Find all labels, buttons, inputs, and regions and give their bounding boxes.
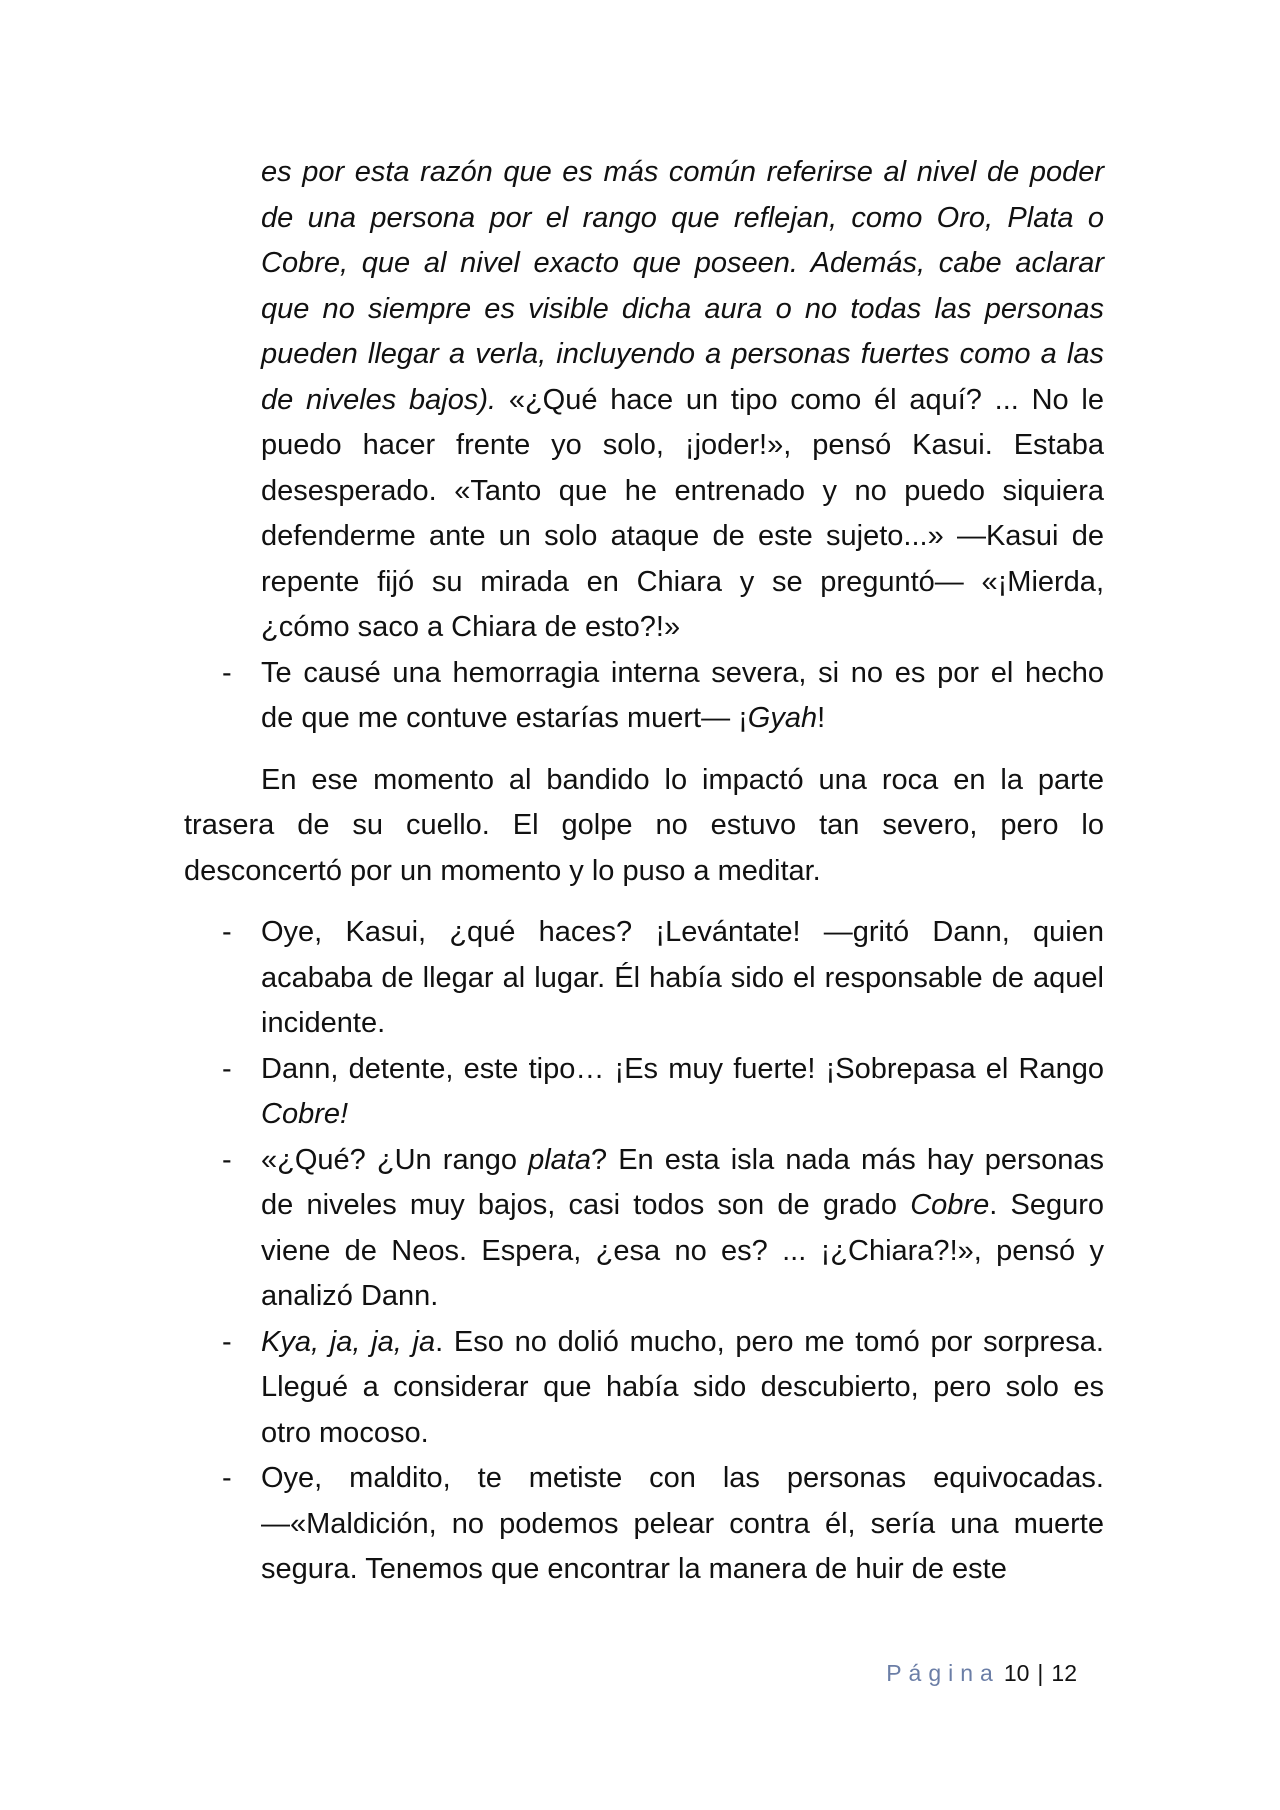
- page-number-current: 10: [1003, 1660, 1030, 1686]
- dialogue-text: Dann, detente, este tipo… ¡Es muy fuerte! ¡Sobrepasa el Rango: [261, 1052, 1104, 1085]
- page-footer: [886, 1660, 1077, 1687]
- dialogue-dash: -: [222, 1325, 232, 1358]
- dialogue-text: . Eso no dolió mucho, pero me tomó por sorpresa. Llegué a considerar que había sido descubierto, pero solo es otro mocoso.: [261, 1325, 1104, 1449]
- dialogue-line: [184, 1138, 1104, 1320]
- dialogue-text: !: [817, 702, 826, 734]
- dialogue-dash: -: [222, 1462, 232, 1494]
- dialogue-text: Oye, Kasui, ¿qué haces? ¡Levántate! —gritó Dann, quien acababa de llegar al lugar. Él había sido el responsable de aquel incidente.: [261, 916, 1104, 1039]
- dialogue-text: ? En esta isla nada más hay personas de niveles muy bajos, casi todos son de grado: [261, 1143, 1105, 1221]
- dialogue-line: [184, 1456, 1104, 1593]
- dialogue-italic: plata: [528, 1143, 591, 1176]
- dialogue-line: [184, 910, 1104, 1047]
- dialogue-italic: Cobre!: [261, 1098, 349, 1130]
- dialogue-text: . Seguro viene de Neos. Espera, ¿esa no es? ... ¡¿Chiara?!», pensó y analizó Dann.: [261, 1189, 1104, 1312]
- page-body: [184, 150, 1104, 1593]
- dialogue-dash: -: [222, 916, 232, 948]
- dialogue-italic: Gyah: [747, 702, 818, 734]
- italic-aside: es por esta razón que es más común referirse al nivel de poder de una persona por el rango que reflejan, como Oro, Plata o Cobre, que al nivel exacto que poseen. Además, cabe aclarar que no siempre es visible dicha aura o no todas las personas pueden llegar a verla, incluyendo a personas fuertes como a las de niveles bajos).: [261, 156, 1104, 416]
- dialogue-text: «¿Qué? ¿Un rango: [261, 1143, 529, 1176]
- paragraph-continuation: [184, 150, 1104, 651]
- dialogue-italic: Kya, ja, ja, ja: [261, 1325, 436, 1358]
- page-label: Página: [886, 1660, 1000, 1686]
- paragraph-text: «¿Qué hace un tipo como él aquí? ... No le puedo hacer frente yo solo, ¡joder!», pensó Kasui. Estaba desesperado. «Tanto que he entrenado y no puedo siquiera defenderme ante un solo ataque de este sujeto...» —Kasui de repente fijó su mirada en Chiara y se preguntó— «¡Mierda, ¿cómo saco a Chiara de esto?!»: [261, 383, 1104, 643]
- dialogue-dash: -: [222, 656, 232, 689]
- dialogue-line: [184, 1047, 1104, 1138]
- dialogue-text: Oye, maldito, te metiste con las personas equivocadas. —«Maldición, no podemos pelear contra él, sería una muerte segura. Tenemos que encontrar la manera de huir de este: [261, 1462, 1104, 1585]
- dialogue-line: [184, 1320, 1104, 1457]
- narrative-paragraph: En ese momento al bandido lo impactó una roca en la parte trasera de su cuello. El golpe no estuvo tan severo, pero lo desconcertó por un momento y lo puso a meditar.: [184, 763, 1104, 887]
- dialogue-text: Te causé una hemorragia interna severa, si no es por el hecho de que me contuve estarías muert— ¡: [261, 656, 1104, 734]
- dialogue-dash: -: [222, 1052, 232, 1085]
- dialogue-dash: -: [222, 1143, 232, 1176]
- page-number-total: 12: [1051, 1660, 1077, 1686]
- dialogue-italic: Cobre: [910, 1189, 990, 1221]
- page-number-separator: |: [1037, 1660, 1044, 1686]
- dialogue-line: [184, 651, 1104, 742]
